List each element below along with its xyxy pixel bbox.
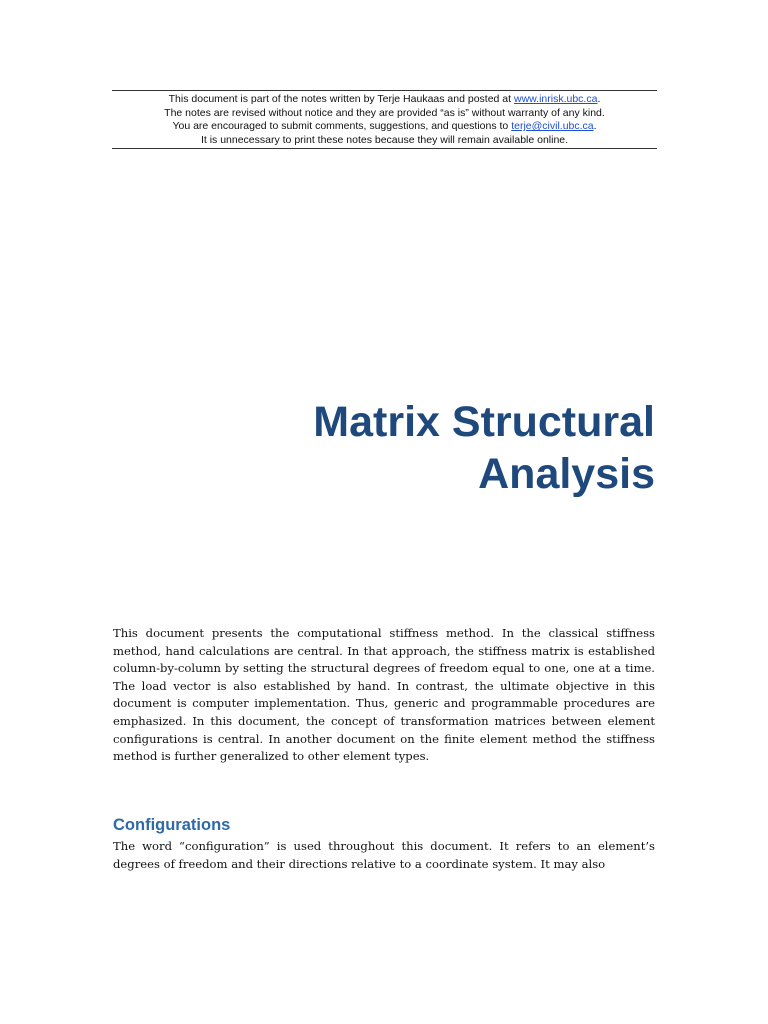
notice-line-3 [112,120,657,134]
notice-line-1 [112,93,657,107]
website-link[interactable]: www.inrisk.ubc.ca [513,93,598,105]
notice-line-2: The notes are revised without notice and they are provided “as is” without warranty of any kind. [164,106,605,119]
intro-paragraph: This document presents the computational stiffness method. In the classical stiffness method, hand calculations are central. In that approach, the stiffness matrix is established column-by-column by setting the structural degrees of freedom equal to one, one at a time. The load vector is also established by hand. In contrast, the ultimate objective in this document is computer implementation. Thus, generic and programmable procedures are emphasized. In this document, the concept of transformation matrices between element configurations is central. In another document on the finite element method the stiffness method is further generalized to other element types. [113,626,655,764]
configurations-paragraph: The word “configuration” is used throughout this document. It refers to an element’s degrees of freedom and their directions relative to a coordinate system. It may also [113,839,655,871]
section-heading-configurations: Configurations [113,816,231,834]
document-notice [112,90,657,149]
notice-line-4: It is unnecessary to print these notes because they will remain available online. [200,133,569,146]
notice-line-3-end: . [593,120,597,132]
notice-line-1-end: . [597,93,601,105]
notice-line-1-text: This document is part of the notes written by Terje Haukaas and posted at [168,93,514,105]
document-title [135,396,655,500]
email-link[interactable]: terje@civil.ubc.ca [511,120,594,132]
notice-line-3-text: You are encouraged to submit comments, suggestions, and questions to [172,120,512,132]
title-line-1: Matrix Structural [313,398,655,446]
title-line-2: Analysis [478,450,655,498]
